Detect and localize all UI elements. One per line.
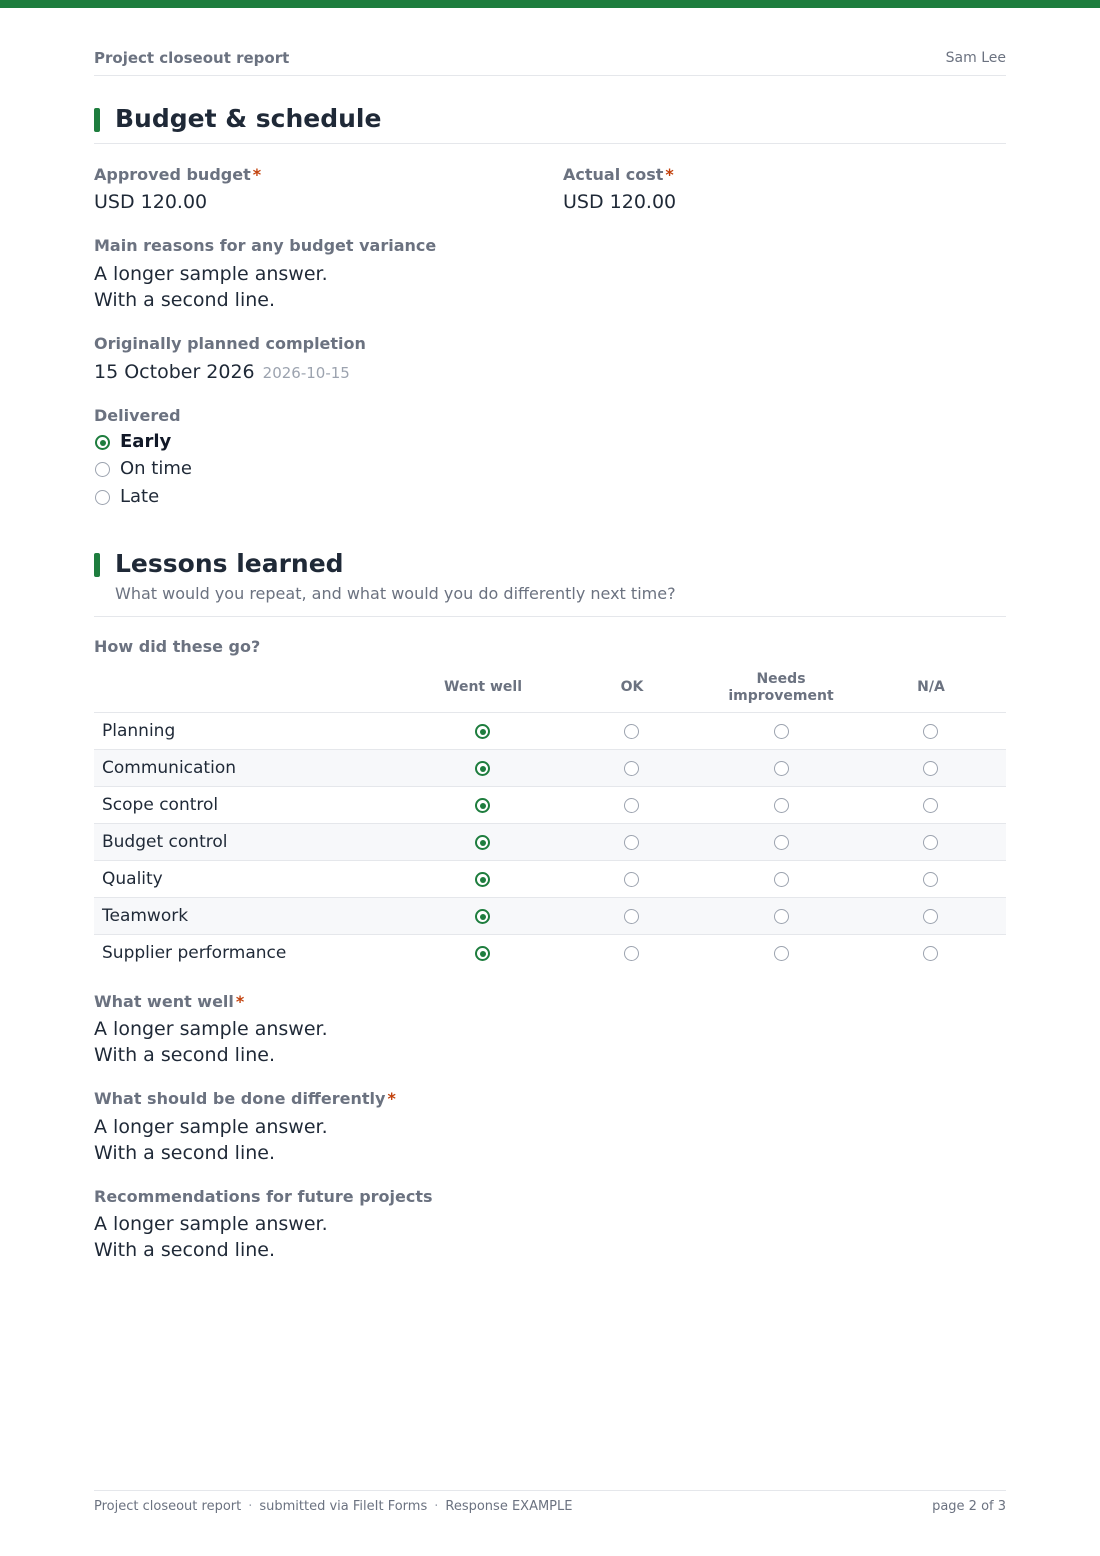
grid-radio-needs-improvement[interactable] <box>774 909 789 924</box>
grid-question-label: How did these go? <box>94 637 261 656</box>
table-row <box>94 749 1006 786</box>
section-subtitle: What would you repeat, and what would you do differently next time? <box>115 584 676 603</box>
grid-radio-went-well[interactable] <box>475 724 490 739</box>
differently-line2: With a second line. <box>94 1142 275 1164</box>
table-row <box>94 712 1006 749</box>
variance-reasons-line2: With a second line. <box>94 289 275 311</box>
grid-radio-needs-improvement[interactable] <box>774 761 789 776</box>
section-lessons-learned <box>94 549 1006 617</box>
footer-info <box>94 1499 572 1514</box>
section-title: Budget & schedule <box>115 104 382 133</box>
grid-radio-went-well[interactable] <box>475 761 490 776</box>
differently-label: What should be done differently * <box>94 1089 396 1108</box>
row-label: Teamwork <box>102 906 189 926</box>
document-title: Project closeout report <box>94 49 290 67</box>
grid-radio-ok[interactable] <box>624 724 639 739</box>
row-label: Supplier performance <box>102 943 287 963</box>
section-accent-bar <box>94 108 100 132</box>
delivered-radio-late[interactable] <box>95 490 110 505</box>
grid-radio-n-a[interactable] <box>923 909 938 924</box>
required-marker: * <box>387 1089 396 1108</box>
page-number: page 2 of 3 <box>932 1499 1006 1514</box>
grid-radio-n-a[interactable] <box>923 872 938 887</box>
differently-line1: A longer sample answer. <box>94 1116 328 1138</box>
actual-cost-value: USD 120.00 <box>563 191 677 213</box>
column-ok: OK <box>620 679 644 695</box>
section-title: Lessons learned <box>115 549 344 578</box>
recommendations-line2: With a second line. <box>94 1239 275 1261</box>
planned-completion-date: 15 October 2026 <box>94 361 255 383</box>
grid-radio-needs-improvement[interactable] <box>774 798 789 813</box>
recommendations-line1: A longer sample answer. <box>94 1213 328 1235</box>
grid-radio-needs-improvement[interactable] <box>774 872 789 887</box>
row-label: Quality <box>102 869 163 889</box>
grid-radio-needs-improvement[interactable] <box>774 835 789 850</box>
grid-radio-n-a[interactable] <box>923 835 938 850</box>
author-name: Sam Lee <box>945 50 1006 66</box>
page-header <box>94 48 1006 76</box>
table-row <box>94 786 1006 823</box>
delivered-option-label[interactable]: Late <box>120 486 160 507</box>
page-footer <box>94 1490 1006 1520</box>
column-needs-improvement: Needs improvement <box>728 671 834 704</box>
row-label: Budget control <box>102 832 228 852</box>
footer-separator: · <box>248 1499 253 1514</box>
footer-separator: · <box>434 1499 439 1514</box>
grid-radio-ok[interactable] <box>624 761 639 776</box>
column-na: N/A <box>917 679 945 695</box>
footer-form-name: Project closeout report <box>94 1499 242 1514</box>
planned-completion-iso: 2026-10-15 <box>262 364 350 382</box>
required-marker: * <box>665 165 674 184</box>
section-budget-schedule <box>94 104 1006 144</box>
delivered-option-label[interactable]: Early <box>120 431 172 452</box>
grid-radio-ok[interactable] <box>624 835 639 850</box>
footer-via: submitted via FileIt Forms <box>259 1499 428 1514</box>
section-accent-bar <box>94 553 100 577</box>
footer-response: Response EXAMPLE <box>445 1499 573 1514</box>
delivered-option-label[interactable]: On time <box>120 458 192 479</box>
grid-radio-ok[interactable] <box>624 872 639 887</box>
grid-radio-ok[interactable] <box>624 946 639 961</box>
grid-radio-went-well[interactable] <box>475 835 490 850</box>
row-label: Planning <box>102 721 176 741</box>
required-marker: * <box>235 992 245 1011</box>
table-row <box>94 934 1006 971</box>
recommendations-label: Recommendations for future projects <box>94 1187 433 1206</box>
delivered-label: Delivered <box>94 406 181 425</box>
grid-radio-n-a[interactable] <box>923 798 938 813</box>
grid-radio-needs-improvement[interactable] <box>774 724 789 739</box>
column-went-well: Went well <box>444 679 522 695</box>
grid-radio-went-well[interactable] <box>475 798 490 813</box>
planned-completion-label: Originally planned completion <box>94 334 366 353</box>
grid-radio-ok[interactable] <box>624 909 639 924</box>
table-row <box>94 897 1006 934</box>
grid-radio-ok[interactable] <box>624 798 639 813</box>
approved-budget-value: USD 120.00 <box>94 191 208 213</box>
variance-reasons-line1: A longer sample answer. <box>94 263 328 285</box>
went-well-line2: With a second line. <box>94 1044 275 1066</box>
grid-radio-went-well[interactable] <box>475 946 490 961</box>
planned-completion-value <box>94 359 350 386</box>
approved-budget-label: Approved budget * <box>94 165 262 184</box>
grid-radio-went-well[interactable] <box>475 909 490 924</box>
form-page <box>94 0 1006 1556</box>
grid-radio-n-a[interactable] <box>923 761 938 776</box>
grid-radio-went-well[interactable] <box>475 872 490 887</box>
grid-radio-n-a[interactable] <box>923 724 938 739</box>
required-marker: * <box>252 165 262 184</box>
grid-radio-needs-improvement[interactable] <box>774 946 789 961</box>
actual-cost-label: Actual cost * <box>563 165 674 184</box>
table-row <box>94 860 1006 897</box>
delivered-radio-early[interactable] <box>95 435 110 450</box>
went-well-label: What went well * <box>94 992 245 1011</box>
grid-radio-n-a[interactable] <box>923 946 938 961</box>
row-label: Scope control <box>102 795 219 815</box>
row-label: Communication <box>102 758 236 778</box>
delivered-radio-on-time[interactable] <box>95 462 110 477</box>
went-well-line1: A longer sample answer. <box>94 1018 328 1040</box>
variance-reasons-label: Main reasons for any budget variance <box>94 236 437 255</box>
table-row <box>94 823 1006 860</box>
